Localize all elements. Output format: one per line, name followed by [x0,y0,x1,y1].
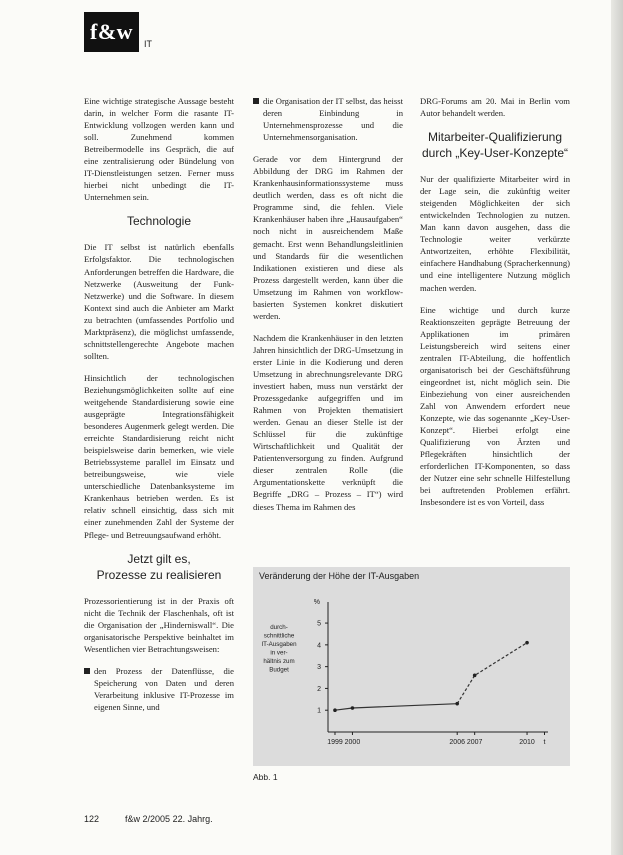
x-tick-label: 2006 [449,739,465,746]
data-point [473,674,477,678]
x-tick-label: 2010 [519,739,535,746]
paragraph: Eine wichtige und durch kurze Reaktionszeiten geprägte Betreuung der Applikationen im primären Leistungsbereich wird seitens einer zentralen IT-Abteilung, die hoffentlich organisatorisch bei der Geschäftsführung eingeordnet ist, nicht möglich sein. Die Einbeziehung von einer ausreichenden Zahl von Anwendern erfordert neue Konzepte, wie das sogenannte „Key-User-Konzept“. Hierbei erfolgt eine Qualifizierung von Ärzten und Pflegekräften hinsichtlich der erforderlichen IT-Komponenten, so dass der Nutzer eine sehr schnelle Hilfestellung bei auftretenden Problemen erfährt. Insbesondere ist es von Vorteil, dass [420,304,570,508]
page-number: 122 [84,814,100,824]
paragraph: DRG-Forums am 20. Mai in Berlin vom Autor behandelt werden. [420,96,570,119]
y-axis-label-line: IT-Ausgaben [261,641,297,648]
page-header [84,12,152,52]
heading-prozesse: Jetzt gilt es, Prozesse zu realisieren [96,551,222,582]
x-tick-label: 2007 [466,739,483,746]
figure-box [253,567,570,766]
journal-logo: f&w [84,12,139,52]
figure-caption: Abb. 1 [253,772,278,782]
section-label: IT [144,39,153,49]
y-axis-label-line: durch- [270,624,288,631]
text-column-1 [84,95,234,723]
y-tick-label: 1 [317,707,321,715]
y-axis-label-line: schnittliche [263,632,295,640]
series-line-projection [457,643,527,704]
bullet-list [253,95,403,143]
paragraph: Nachdem die Krankenhäuser in den letzten Jahren hinsichtlich der DRG-Umsetzung in erster Linie in die Kodierung und deren Umsetzung in abrechnungsrelevante DRG investiert haben, muss nun verstärkt der Prozessgedanke aufgegriffen und im Rahmen von Projekten thematisiert werden. Genau an dieser Stelle ist der Schlüssel für die zukünftige Wirtschaftlichkeit und Qualität der Patientenversorgung zu finden. Aufgrund dieser zentralen Rolle (die Argumentationskette verknüpft die Begriffe „DRG – Prozess – IT“) wird dieses Thema im Rahmen des [253,332,403,512]
heading-technologie: Technologie [126,214,192,229]
y-tick-label: 3 [317,664,321,672]
paragraph: Prozessorientierung ist in der Praxis oft nicht die Technik der Flaschenhals, oft ist die Organisation der „Hinderniswall“. Die organisatorische Perspektive beinhaltet im Wesentlichen vier Betrachtungsweisen: [84,595,234,654]
heading-mitarbeiter: Mitarbeiter-Qualifizierung durch „Key-User-Konzepte“ [421,130,569,161]
y-tick-label: 5 [317,620,321,628]
y-tick-label: 4 [317,642,321,650]
chart-title: Veränderung der Höhe der IT-Ausgaben [259,571,420,581]
bullet-item: die Organisation der IT selbst, das heisst deren Einbindung in Unternehmensprozesse und die Unternehmensorganisation. [253,95,403,143]
paragraph: Gerade vor dem Hintergrund der Abbildung der DRG im Rahmen der Krankenhausinformationssysteme muss deutlich werden, dass es oft nicht die Programme sind, die fehlen. Viele Krankenhäuser haben ihre „Hausaufgaben“ noch nicht in ausreichendem Maße gemacht. Erst wenn Behandlungsleitlinien und Standards für die wesentlichen Indikationen existieren und diese als Prozess dargestellt werden, kann über die Umsetzung im Rahmen von workflow-basierten Systemen konkret diskutiert werden. [253,154,403,321]
x-tick-label: 2000 [344,739,361,746]
bullet-list [84,665,234,713]
journal-issue: f&w 2/2005 22. Jahrg. [125,814,213,824]
page-footer [84,814,213,824]
x-tick-label: t [543,739,546,746]
paragraph: Nur der qualifizierte Mitarbeiter wird in der Lage sein, die zukünftig weiter steigenden Möglichkeiten der sich entwickelnden Technologien zu nutzen. Man kann davon ausgehen, dass die Technologie weiter verkürzte Antwortzeiten, erhöhte Flexibilität, einfachere Handhabung (Spracherkennung) und eine intelligentere Nutzung möglich machen werden. [420,174,570,293]
y-axis-label-line: in ver- [270,649,288,657]
data-point [455,702,459,706]
data-point [351,706,355,710]
x-tick-label: 1999 [327,739,343,746]
y-tick-label: 2 [317,685,321,693]
y-axis-label-line: hältnis zum [263,658,295,665]
text-column-2 [253,95,403,523]
text-column-3 [420,95,570,518]
bullet-item: den Prozess der Datenflüsse, die Speicherung von Daten und deren Verarbeitung inklusive IT-Prozesse im eigenen Sinne, und [84,665,234,713]
data-point [525,641,529,645]
paragraph: Die IT selbst ist natürlich ebenfalls Erfolgsfaktor. Die technologischen Anforderungen betreffen die Hardware, die Netzwerke (Ausweitung der Funk-Netzwerke) und die Software. In diesem Kontext sind auch die Anbieter am Markt zu betrachten (umfassendes Portfolio und Marktpräsenz), die möglichst umfassende, schnittstellengerechte Angebote machen sollten. [84,242,234,361]
paragraph: Hinsichtlich der technologischen Beziehungsmöglichkeiten sollte auf eine weitgehende Standardisierung sowie eine ausgeprägte Integrationsfähigkeit besonderes Augenmerk gelegt werden. Die erreichte Standardisierung reicht nicht beispielsweise darin bemerken, wie viele Betriebssysteme parallel im Einsatz und betreibungsweise, wie viele unterschiedliche Datenbanksysteme im Krankenhaus betrieben werden. Es ist relativ schnell einsichtig, dass sich mit einer zunehmenden Zahl der Systeme der Pflege- und Betreuungsaufwand erhöht. [84,372,234,540]
y-unit-label: % [313,599,320,606]
paragraph: Eine wichtige strategische Aussage besteht darin, in welcher Form die rasante IT-Entwicklung vollzogen werden kann und soll. Zunehmend kommen Betreibermodelle ins Gespräch, die auf eine zentralisierung oder Bündelung von IT-Dienstleistungen setzen. Ferner muss hierbei nicht unbedingt die IT-Unternehmen sein. [84,96,234,203]
data-point [333,708,337,712]
page-edge [611,0,623,855]
y-axis-label-line: Budget [269,666,289,674]
line-chart [253,567,570,766]
